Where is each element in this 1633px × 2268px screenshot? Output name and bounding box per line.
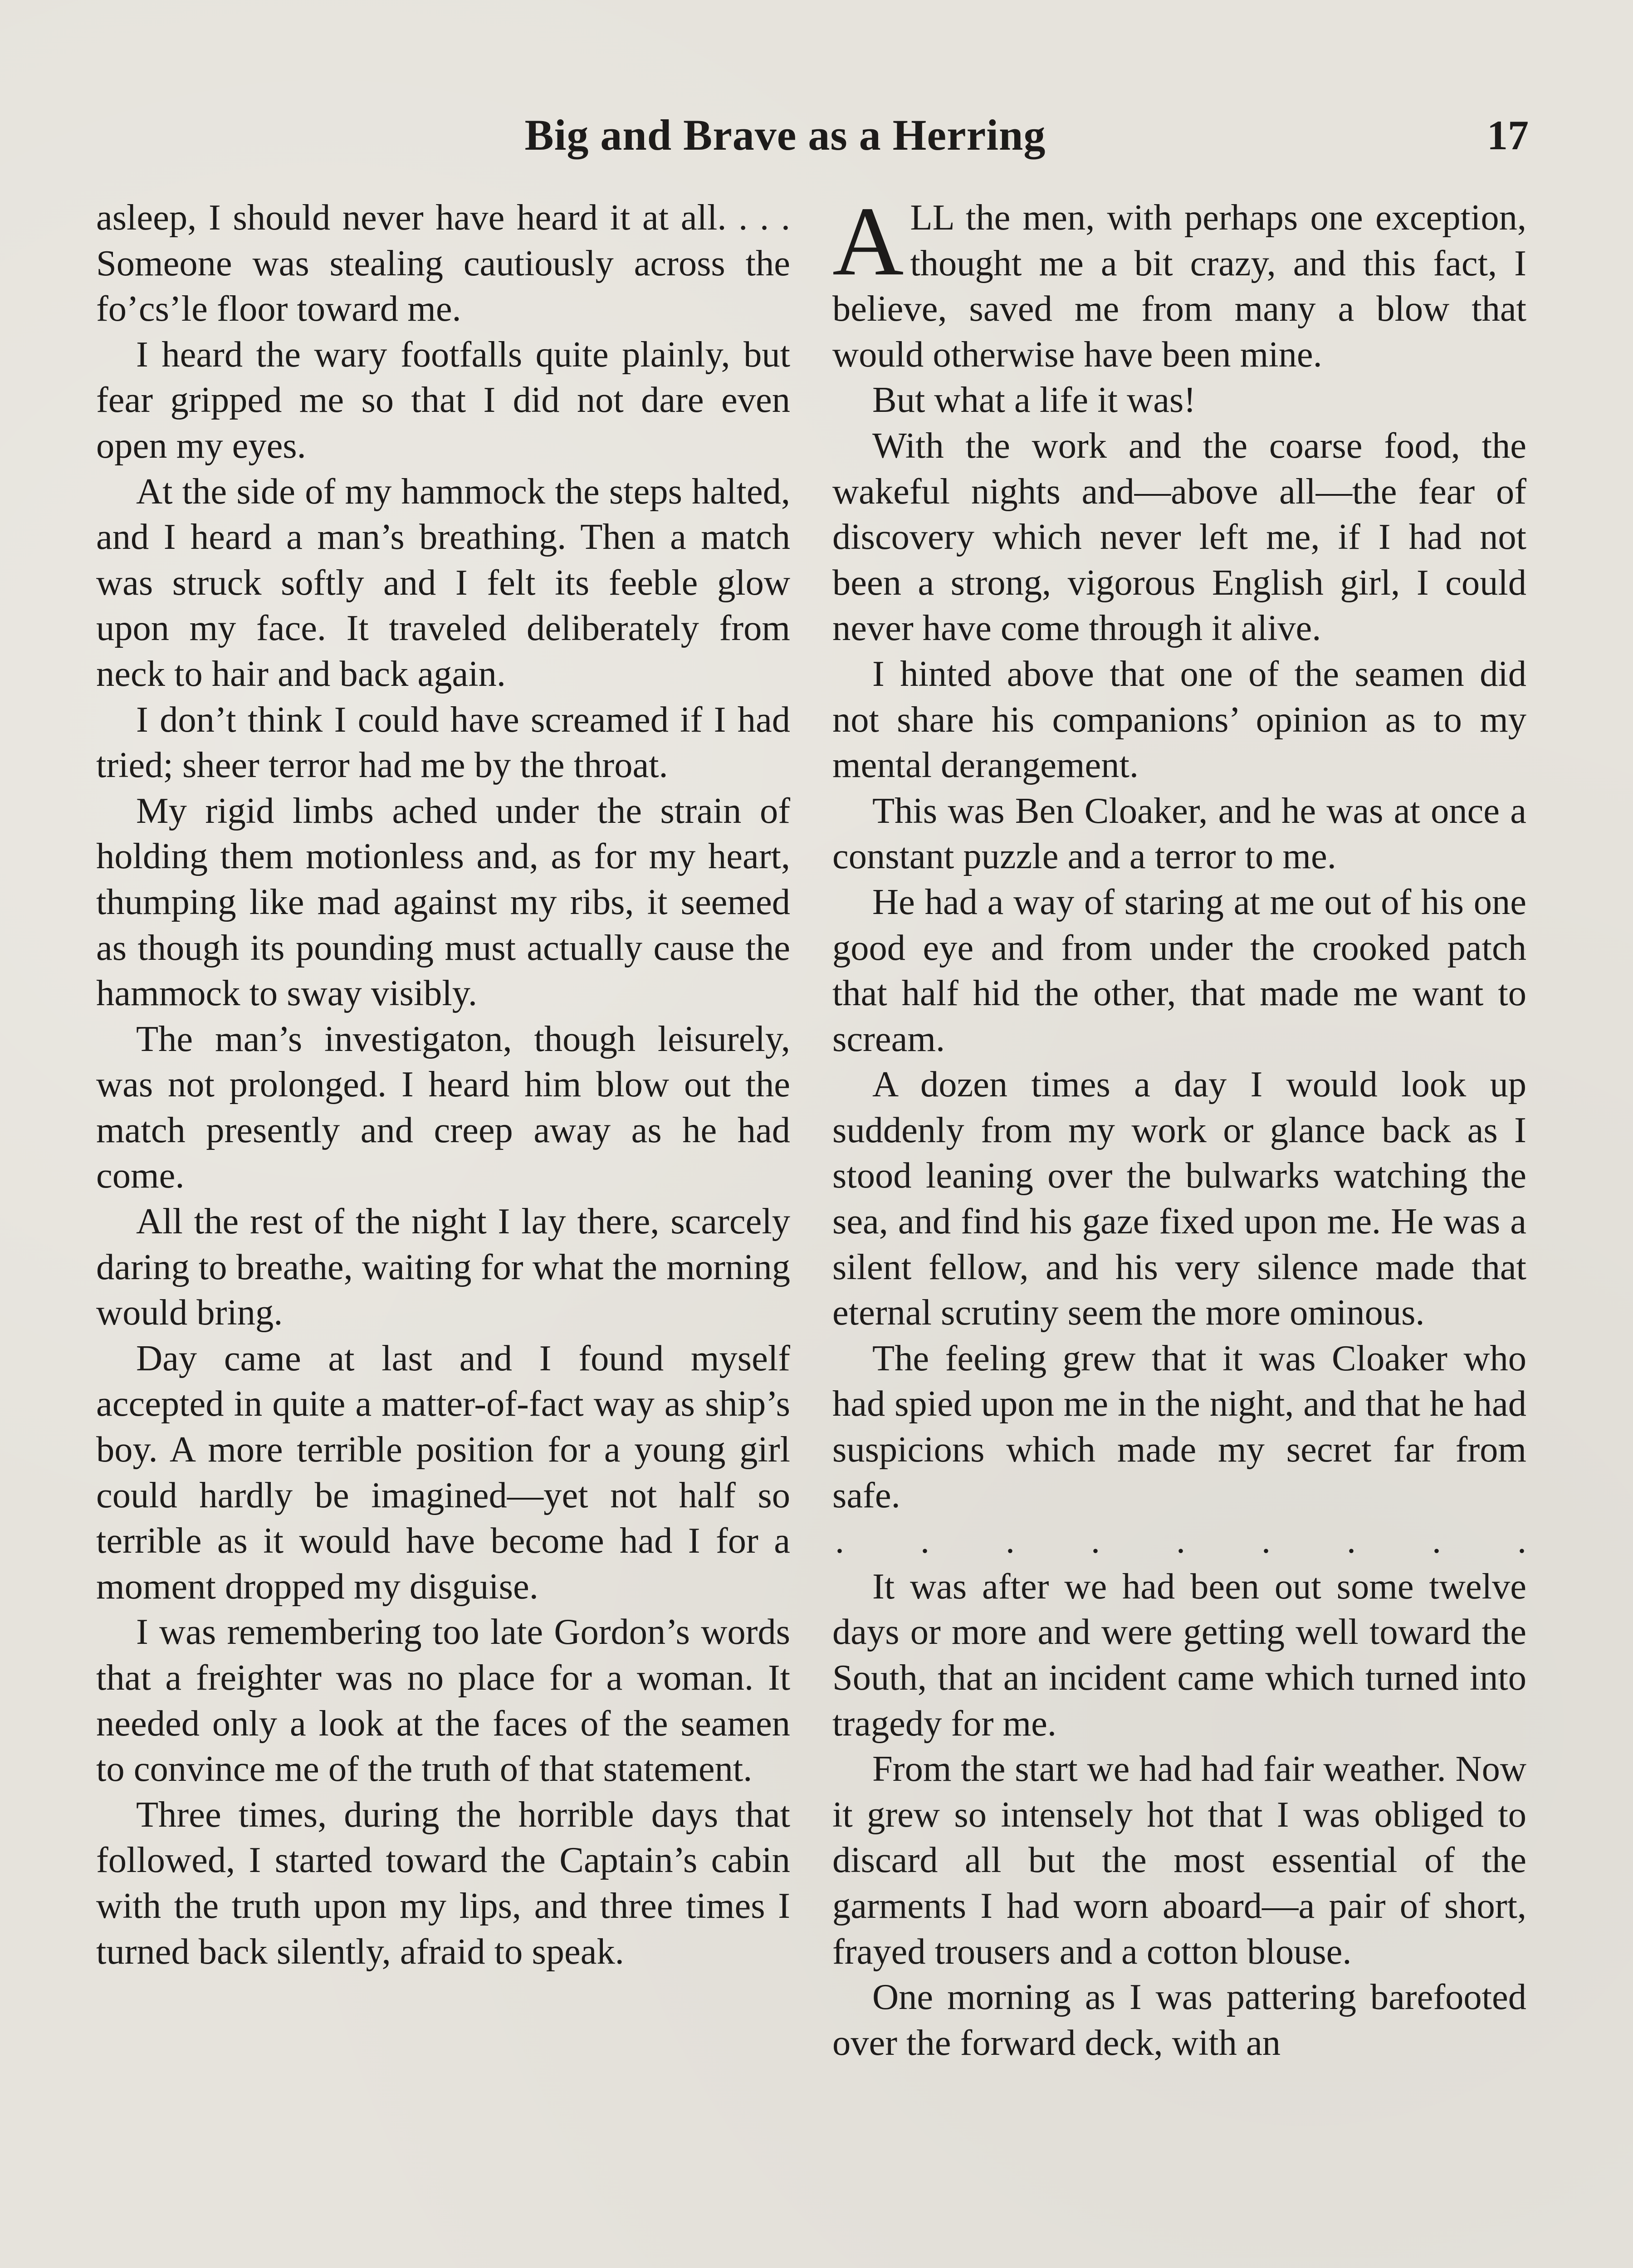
right-column [832,187,1526,2066]
paragraph: The feeling grew that it was Cloaker who had spied upon me in the night, and that he had suspicions which made my secret far from safe. [832,1338,1526,1515]
break-dot: . [1261,1521,1271,1561]
drop-cap: A [832,187,904,296]
opening-paragraph-text: LL the men, with perhaps one exception, thought me a bit crazy, and this fact, I believe, saved me from many a blow that would otherwise have been mine. [832,197,1526,375]
break-dot: . [1347,1521,1356,1561]
break-dot: . [1006,1521,1015,1561]
paragraph: With the work and the coarse food, the wakeful nights and—above all—the fear of discovery which never left me, if I had not been a strong, vigorous English girl, I could never have come through it alive. [832,425,1526,649]
paragraph: At the side of my hammock the steps halted, and I heard a man’s breathing. Then a match was struck softly and I felt its feeble glow upon my face. It traveled deliberately from neck to hair and back again. [96,471,790,694]
paragraph: Day came at last and I found myself accepted in quite a matter-of-fact way as ship’s boy. A more terrible position for a young girl could hardly be imagined—yet not half so terrible as it would have become had I for a moment dropped my disguise. [96,1338,790,1607]
break-dot: . [835,1521,844,1561]
running-title: Big and Brave as a Herring [524,111,1046,159]
paragraph: asleep, I should never have heard it at all. . . . Someone was stealing cautiously across the fo’cs’le floor toward me. [96,197,790,329]
break-dot: . [1176,1521,1185,1561]
paragraph: I heard the wary footfalls quite plainly, but fear gripped me so that I did not dare even open my eyes. [96,334,790,466]
left-column [96,195,790,1975]
paragraph: My rigid limbs ached under the strain of holding them motionless and, as for my heart, thumping like mad against my ribs, it seemed as though its pounding must actually cause the hammock to sway visibly. [96,790,790,1014]
page-number: 17 [1487,112,1529,158]
page-header [96,103,1529,167]
section-break [832,1518,1526,1564]
break-dot: . [1432,1521,1441,1561]
break-dot: . [1517,1521,1526,1561]
opening-paragraph [832,187,1526,377]
paragraph: One morning as I was pattering barefooted over the forward deck, with an [832,1977,1526,2063]
paragraph: I hinted above that one of the seamen did not share his companions’ opinion as to my mental derangement. [832,653,1526,786]
paragraph: He had a way of staring at me out of his one good eye and from under the crooked patch that half hid the other, that made me want to scream. [832,881,1526,1059]
paragraph: I don’t think I could have screamed if I had tried; sheer terror had me by the throat. [96,699,790,786]
paragraph: It was after we had been out some twelve days or more and were getting well toward the South, that an incident came which turned into tragedy for me. [832,1566,1526,1744]
break-dot: . [920,1521,929,1561]
break-dot: . [1091,1521,1100,1561]
paragraph: Three times, during the horrible days that followed, I started toward the Captain’s cabin with the truth upon my lips, and three times I turned back silently, afraid to speak. [96,1794,790,1972]
paragraph: A dozen times a day I would look up suddenly from my work or glance back as I stood leaning over the bulwarks watching the sea, and find his gaze fixed upon me. He was a silent fellow, and his very silence made that eternal scrutiny seem the more ominous. [832,1064,1526,1333]
paragraph: All the rest of the night I lay there, scarcely daring to breathe, waiting for what the morning would bring. [96,1201,790,1333]
paragraph: This was Ben Cloaker, and he was at once a constant puzzle and a terror to me. [832,790,1526,877]
paragraph: But what a life it was! [872,380,1196,420]
paragraph: I was remembering too late Gordon’s words that a freighter was no place for a woman. It needed only a look at the faces of the seamen to convince me of the truth of that statement. [96,1612,790,1789]
paragraph: From the start we had had fair weather. Now it grew so intensely hot that I was obliged to discard all but the most essential of the garments I had worn aboard—a pair of short, frayed trousers and a cotton blouse. [832,1749,1526,1972]
paragraph: The man’s investigaton, though leisurely, was not prolonged. I heard him blow out the match presently and creep away as he had come. [96,1018,790,1196]
